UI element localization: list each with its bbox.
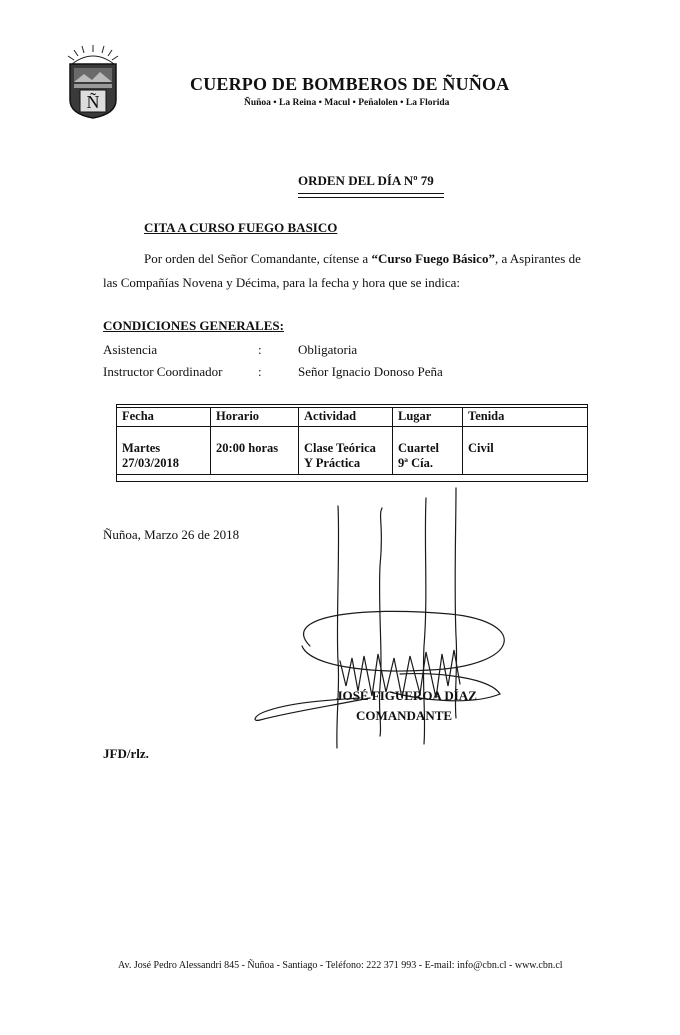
signer-name: JOSÉ FIGUEROA DÍAZ xyxy=(336,688,477,703)
condition-value-attendance: Obligatoria xyxy=(298,342,358,357)
table-header-row xyxy=(117,408,588,427)
table-cell-tenida: Civil xyxy=(463,427,588,475)
intro-text-end: , a Aspirantes de las Compañías Novena y Décima, para la fecha y hora que se indica: xyxy=(103,251,581,290)
organization-name: CUERPO DE BOMBEROS DE ÑUÑOA xyxy=(190,74,510,94)
order-title-double-underline xyxy=(298,193,444,198)
section-title: CITA A CURSO FUEGO BASICO xyxy=(144,220,338,235)
table-header-tenida: Tenida xyxy=(463,408,588,427)
footer-contact: Av. José Pedro Alessandri 845 - Ñuñoa - Santiago - Teléfono: 222 371 993 - E-mail: info@cbn.cl - www.cbn.cl xyxy=(118,960,563,971)
table-header-lugar: Lugar xyxy=(393,408,463,427)
order-title: ORDEN DEL DÍA Nº 79 xyxy=(298,173,434,188)
course-name: “Curso Fuego Básico” xyxy=(371,251,495,266)
organization-communes: Ñuñoa • La Reina • Macul • Peñalolen • La Florida xyxy=(244,98,450,108)
table-row xyxy=(117,427,588,475)
condition-separator: : xyxy=(258,342,262,357)
table-cell-fecha: Martes 27/03/2018 xyxy=(117,427,211,475)
fire-department-crest-icon xyxy=(64,44,122,120)
table-cell-lugar: Cuartel 9ª Cía. xyxy=(393,427,463,475)
table-header-horario: Horario xyxy=(211,408,299,427)
signer-title: COMANDANTE xyxy=(356,708,453,723)
schedule-table xyxy=(116,407,588,475)
condition-label-instructor: Instructor Coordinador xyxy=(103,364,223,379)
intro-text-start: Por orden del Señor Comandante, cítense a xyxy=(144,251,372,266)
intro-paragraph xyxy=(103,247,593,295)
condition-value-instructor: Señor Ignacio Donoso Peña xyxy=(298,364,443,379)
table-header-actividad: Actividad xyxy=(299,408,393,427)
reference-initials: JFD/rlz. xyxy=(103,746,149,761)
condition-separator: : xyxy=(258,364,262,379)
table-cell-horario: 20:00 horas xyxy=(211,427,299,475)
date-line: Ñuñoa, Marzo 26 de 2018 xyxy=(103,527,240,542)
conditions-title: CONDICIONES GENERALES: xyxy=(103,318,284,333)
table-cell-actividad: Clase Teórica Y Práctica xyxy=(299,427,393,475)
table-header-fecha: Fecha xyxy=(117,408,211,427)
svg-text:Ñ: Ñ xyxy=(86,92,100,112)
condition-label-attendance: Asistencia xyxy=(103,342,158,357)
